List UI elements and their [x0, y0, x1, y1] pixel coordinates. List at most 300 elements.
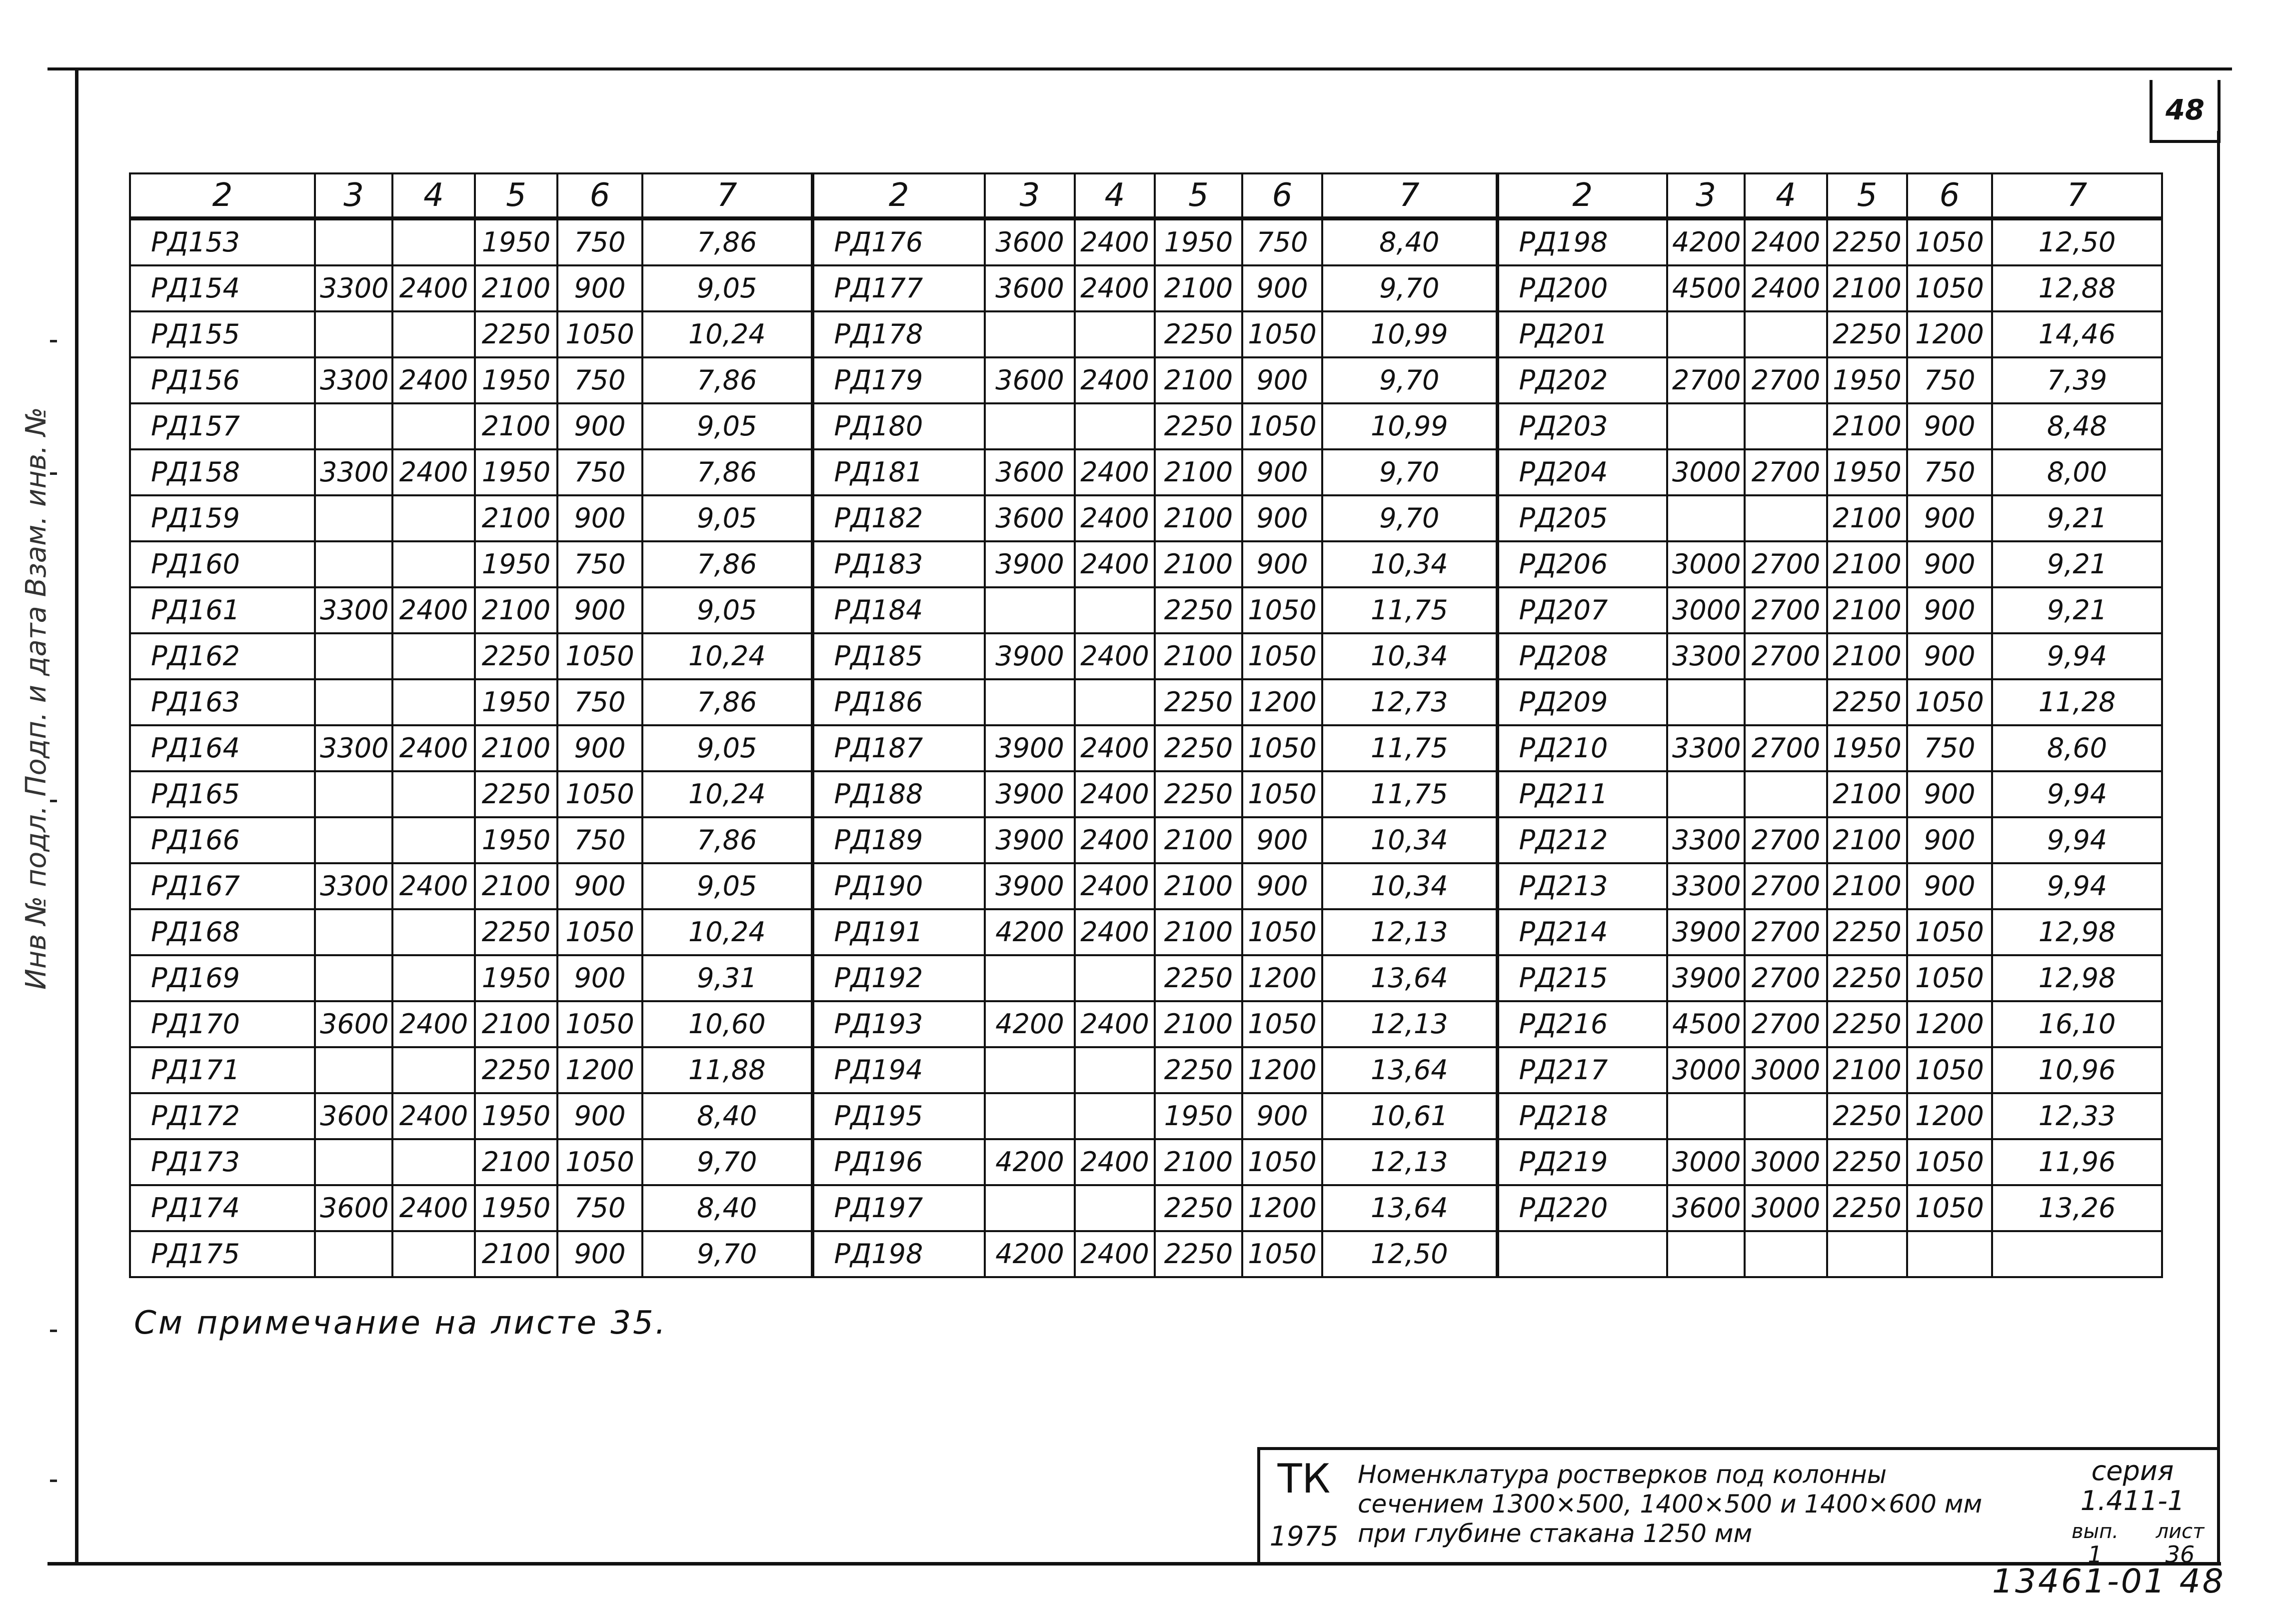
value-cell: 900	[1242, 449, 1322, 495]
table-row	[130, 265, 2162, 311]
value-cell: 2100	[1155, 863, 1242, 909]
item-name-cell: РД207	[1497, 587, 1667, 633]
value-cell: 4500	[1667, 265, 1745, 311]
value-cell: 2100	[1827, 817, 1907, 863]
value-cell: 2400	[1075, 449, 1155, 495]
value-cell: 13,64	[1322, 1047, 1497, 1093]
item-name-cell: РД157	[130, 403, 315, 449]
value-cell: 12,73	[1322, 679, 1497, 725]
value-cell	[985, 587, 1075, 633]
value-cell: 750	[1242, 218, 1322, 265]
item-name-cell: РД173	[130, 1139, 315, 1185]
item-name-cell: РД217	[1497, 1047, 1667, 1093]
item-name-cell: РД192	[812, 955, 985, 1001]
value-cell: 9,21	[1992, 541, 2162, 587]
table-row	[130, 909, 2162, 955]
item-name-cell: РД162	[130, 633, 315, 679]
table-row	[130, 771, 2162, 817]
value-cell: 3300	[315, 587, 392, 633]
value-cell: 2250	[1827, 1093, 1907, 1139]
value-cell	[392, 1047, 475, 1093]
value-cell: 3600	[985, 218, 1075, 265]
value-cell: 1950	[475, 679, 557, 725]
value-cell	[315, 771, 392, 817]
value-cell: 750	[1907, 725, 1992, 771]
value-cell: 3900	[985, 863, 1075, 909]
item-name-cell: РД181	[812, 449, 985, 495]
value-cell: 9,21	[1992, 587, 2162, 633]
item-name-cell: РД213	[1497, 863, 1667, 909]
value-cell: 2250	[1827, 1139, 1907, 1185]
value-cell: 2700	[1745, 633, 1827, 679]
item-name-cell: РД158	[130, 449, 315, 495]
value-cell: 2700	[1745, 587, 1827, 633]
value-cell: 2100	[1155, 357, 1242, 403]
value-cell: 900	[557, 955, 642, 1001]
value-cell: 1050	[1242, 1001, 1322, 1047]
value-cell: 2100	[1827, 633, 1907, 679]
value-cell: 2250	[1827, 311, 1907, 357]
value-cell: 3600	[985, 449, 1075, 495]
value-cell: 9,70	[1322, 265, 1497, 311]
item-name-cell: РД193	[812, 1001, 985, 1047]
value-cell: 2250	[475, 633, 557, 679]
column-header: 2	[1497, 173, 1667, 218]
value-cell: 9,05	[642, 495, 812, 541]
value-cell: 10,24	[642, 909, 812, 955]
value-cell: 1050	[1907, 265, 1992, 311]
value-cell: 1050	[1907, 955, 1992, 1001]
value-cell: 900	[557, 495, 642, 541]
value-cell: 2100	[1827, 495, 1907, 541]
value-cell: 3300	[1667, 633, 1745, 679]
value-cell: 10,99	[1322, 403, 1497, 449]
value-cell: 2400	[1075, 725, 1155, 771]
value-cell: 1050	[1242, 1231, 1322, 1277]
value-cell: 1950	[1155, 1093, 1242, 1139]
table-row	[130, 311, 2162, 357]
table-row	[130, 449, 2162, 495]
value-cell	[392, 955, 475, 1001]
value-cell: 900	[1242, 265, 1322, 311]
value-cell: 750	[557, 679, 642, 725]
value-cell: 2400	[1075, 265, 1155, 311]
item-name-cell: РД198	[812, 1231, 985, 1277]
document-number: 13461-01 48	[1992, 1562, 2226, 1601]
value-cell: 4200	[985, 909, 1075, 955]
item-name-cell: РД208	[1497, 633, 1667, 679]
value-cell: 1050	[557, 909, 642, 955]
value-cell: 900	[557, 403, 642, 449]
column-header: 7	[642, 173, 812, 218]
value-cell: 9,05	[642, 265, 812, 311]
item-name-cell: РД198	[1497, 218, 1667, 265]
value-cell: 9,05	[642, 403, 812, 449]
table-header-row	[130, 173, 2162, 218]
item-name-cell: РД165	[130, 771, 315, 817]
item-name-cell: РД155	[130, 311, 315, 357]
value-cell	[1667, 1093, 1745, 1139]
value-cell: 3300	[1667, 725, 1745, 771]
frame-right-line	[2217, 131, 2220, 1563]
value-cell: 900	[557, 1093, 642, 1139]
value-cell: 2250	[475, 771, 557, 817]
value-cell	[1075, 1047, 1155, 1093]
column-header: 3	[315, 173, 392, 218]
value-cell: 2100	[1827, 771, 1907, 817]
value-cell: 2100	[1155, 1139, 1242, 1185]
value-cell: 2700	[1745, 449, 1827, 495]
value-cell	[1745, 403, 1827, 449]
value-cell: 3900	[1667, 909, 1745, 955]
value-cell: 11,75	[1322, 725, 1497, 771]
value-cell: 1050	[1242, 633, 1322, 679]
item-name-cell: РД212	[1497, 817, 1667, 863]
value-cell: 900	[1907, 495, 1992, 541]
value-cell: 3300	[315, 265, 392, 311]
value-cell: 1950	[1155, 218, 1242, 265]
value-cell: 3600	[1667, 1185, 1745, 1231]
item-name-cell: РД206	[1497, 541, 1667, 587]
value-cell: 2250	[1827, 1185, 1907, 1231]
value-cell	[1745, 311, 1827, 357]
stamp-title-line: Номенклатура ростверков под колонны	[1358, 1460, 1887, 1489]
value-cell: 1050	[1907, 1185, 1992, 1231]
value-cell: 900	[1907, 863, 1992, 909]
value-cell: 3900	[985, 541, 1075, 587]
value-cell	[1827, 1231, 1907, 1277]
value-cell	[392, 633, 475, 679]
margin-text: Инв № подл. Подп. и дата Взам. инв. №	[20, 407, 52, 990]
value-cell: 13,64	[1322, 1185, 1497, 1231]
value-cell	[315, 218, 392, 265]
value-cell: 11,28	[1992, 679, 2162, 725]
stamp-seria-label: серия	[2091, 1455, 2174, 1487]
value-cell	[1667, 679, 1745, 725]
value-cell: 3600	[315, 1001, 392, 1047]
value-cell: 2250	[475, 311, 557, 357]
item-name-cell: РД163	[130, 679, 315, 725]
item-name-cell: РД171	[130, 1047, 315, 1093]
value-cell: 1200	[1907, 1093, 1992, 1139]
table-row	[130, 403, 2162, 449]
value-cell: 3000	[1667, 449, 1745, 495]
item-name-cell	[1497, 1231, 1667, 1277]
value-cell	[392, 1231, 475, 1277]
value-cell: 1050	[1907, 218, 1992, 265]
value-cell: 900	[1242, 541, 1322, 587]
value-cell: 2100	[1827, 265, 1907, 311]
item-name-cell: РД189	[812, 817, 985, 863]
value-cell: 7,86	[642, 679, 812, 725]
item-name-cell: РД183	[812, 541, 985, 587]
table-row	[130, 357, 2162, 403]
value-cell: 2400	[1075, 357, 1155, 403]
table-row	[130, 1047, 2162, 1093]
value-cell: 2100	[1827, 587, 1907, 633]
table-row	[130, 817, 2162, 863]
value-cell: 2100	[1155, 817, 1242, 863]
value-cell	[1075, 1185, 1155, 1231]
value-cell: 2100	[475, 1139, 557, 1185]
value-cell: 1950	[475, 817, 557, 863]
value-cell: 1200	[1242, 679, 1322, 725]
value-cell: 1950	[475, 955, 557, 1001]
table-row	[130, 679, 2162, 725]
value-cell: 2400	[1075, 541, 1155, 587]
value-cell: 1950	[1827, 725, 1907, 771]
value-cell	[1667, 403, 1745, 449]
value-cell: 2100	[475, 587, 557, 633]
value-cell: 2250	[1827, 1001, 1907, 1047]
value-cell: 1950	[475, 1093, 557, 1139]
value-cell	[315, 403, 392, 449]
value-cell: 1050	[1242, 587, 1322, 633]
value-cell	[315, 495, 392, 541]
value-cell: 13,64	[1322, 955, 1497, 1001]
table-row	[130, 863, 2162, 909]
value-cell	[1667, 771, 1745, 817]
value-cell: 3900	[985, 633, 1075, 679]
table-row	[130, 541, 2162, 587]
item-name-cell: РД153	[130, 218, 315, 265]
value-cell	[985, 1185, 1075, 1231]
item-name-cell: РД180	[812, 403, 985, 449]
value-cell: 2250	[475, 909, 557, 955]
value-cell: 900	[1242, 495, 1322, 541]
value-cell: 2100	[1155, 495, 1242, 541]
item-name-cell: РД168	[130, 909, 315, 955]
stamp-list: 36	[2165, 1541, 2195, 1568]
value-cell	[392, 679, 475, 725]
value-cell: 2100	[1827, 403, 1907, 449]
value-cell: 9,94	[1992, 633, 2162, 679]
value-cell: 10,99	[1322, 311, 1497, 357]
value-cell	[1075, 679, 1155, 725]
value-cell: 2100	[1827, 1047, 1907, 1093]
table-row	[130, 1185, 2162, 1231]
value-cell: 11,96	[1992, 1139, 2162, 1185]
column-header: 7	[1322, 173, 1497, 218]
value-cell: 1050	[1242, 771, 1322, 817]
table-row	[130, 1093, 2162, 1139]
value-cell: 2400	[1075, 495, 1155, 541]
value-cell: 12,50	[1992, 218, 2162, 265]
item-name-cell: РД190	[812, 863, 985, 909]
value-cell: 3600	[985, 265, 1075, 311]
table-row	[130, 495, 2162, 541]
value-cell: 2250	[1155, 725, 1242, 771]
value-cell	[985, 955, 1075, 1001]
column-header: 4	[392, 173, 475, 218]
item-name-cell: РД170	[130, 1001, 315, 1047]
item-name-cell: РД194	[812, 1047, 985, 1093]
value-cell: 1950	[475, 357, 557, 403]
value-cell: 2700	[1745, 1001, 1827, 1047]
table-row	[130, 1139, 2162, 1185]
item-name-cell: РД201	[1497, 311, 1667, 357]
column-header: 6	[557, 173, 642, 218]
value-cell: 3900	[1667, 955, 1745, 1001]
value-cell: 2250	[1155, 311, 1242, 357]
value-cell: 11,75	[1322, 771, 1497, 817]
item-name-cell: РД184	[812, 587, 985, 633]
value-cell	[1075, 1093, 1155, 1139]
item-name-cell: РД176	[812, 218, 985, 265]
value-cell: 10,96	[1992, 1047, 2162, 1093]
value-cell: 2400	[1075, 1231, 1155, 1277]
value-cell: 2100	[475, 1231, 557, 1277]
stamp-year: 1975	[1269, 1521, 1339, 1552]
value-cell: 8,60	[1992, 725, 2162, 771]
value-cell: 2700	[1745, 357, 1827, 403]
value-cell: 1050	[1242, 1139, 1322, 1185]
value-cell	[315, 817, 392, 863]
value-cell	[392, 909, 475, 955]
value-cell: 3000	[1745, 1139, 1827, 1185]
value-cell: 2700	[1667, 357, 1745, 403]
value-cell: 12,98	[1992, 955, 2162, 1001]
value-cell: 1950	[475, 449, 557, 495]
item-name-cell: РД215	[1497, 955, 1667, 1001]
value-cell: 12,13	[1322, 909, 1497, 955]
value-cell: 10,34	[1322, 541, 1497, 587]
value-cell: 2400	[1075, 1139, 1155, 1185]
table-row	[130, 1231, 2162, 1277]
value-cell: 2100	[1155, 633, 1242, 679]
value-cell: 3900	[985, 725, 1075, 771]
stamp-org: ТК	[1277, 1456, 1331, 1502]
value-cell: 2250	[1155, 771, 1242, 817]
value-cell: 2400	[1745, 218, 1827, 265]
column-header: 4	[1745, 173, 1827, 218]
value-cell: 2100	[1155, 909, 1242, 955]
value-cell: 1950	[1827, 357, 1907, 403]
table-row	[130, 587, 2162, 633]
column-header: 3	[1667, 173, 1745, 218]
value-cell: 2400	[1075, 817, 1155, 863]
item-name-cell: РД211	[1497, 771, 1667, 817]
value-cell: 900	[557, 863, 642, 909]
value-cell: 8,40	[642, 1185, 812, 1231]
value-cell: 2250	[475, 1047, 557, 1093]
value-cell: 16,10	[1992, 1001, 2162, 1047]
value-cell: 2250	[1155, 1185, 1242, 1231]
value-cell: 2400	[392, 1093, 475, 1139]
value-cell: 750	[557, 817, 642, 863]
item-name-cell: РД185	[812, 633, 985, 679]
value-cell: 900	[557, 725, 642, 771]
value-cell: 900	[557, 587, 642, 633]
column-header: 4	[1075, 173, 1155, 218]
item-name-cell: РД179	[812, 357, 985, 403]
value-cell: 2400	[392, 1001, 475, 1047]
item-name-cell: РД216	[1497, 1001, 1667, 1047]
item-name-cell: РД156	[130, 357, 315, 403]
item-name-cell: РД203	[1497, 403, 1667, 449]
item-name-cell: РД218	[1497, 1093, 1667, 1139]
value-cell: 1050	[1242, 311, 1322, 357]
value-cell: 2400	[392, 357, 475, 403]
value-cell: 3000	[1745, 1185, 1827, 1231]
value-cell: 12,13	[1322, 1001, 1497, 1047]
value-cell	[1745, 679, 1827, 725]
value-cell: 8,00	[1992, 449, 2162, 495]
value-cell: 10,34	[1322, 817, 1497, 863]
value-cell	[392, 771, 475, 817]
item-name-cell: РД195	[812, 1093, 985, 1139]
value-cell	[315, 633, 392, 679]
value-cell: 2100	[475, 1001, 557, 1047]
value-cell: 2400	[392, 265, 475, 311]
value-cell: 2250	[1155, 955, 1242, 1001]
value-cell: 2100	[1827, 863, 1907, 909]
value-cell	[1745, 1231, 1827, 1277]
item-name-cell: РД186	[812, 679, 985, 725]
value-cell: 2400	[392, 449, 475, 495]
value-cell: 3600	[315, 1093, 392, 1139]
value-cell: 7,86	[642, 817, 812, 863]
value-cell	[1667, 311, 1745, 357]
value-cell: 7,86	[642, 218, 812, 265]
value-cell: 9,31	[642, 955, 812, 1001]
value-cell: 2250	[1827, 909, 1907, 955]
value-cell: 1050	[1907, 1047, 1992, 1093]
value-cell: 9,70	[642, 1139, 812, 1185]
value-cell: 2700	[1745, 863, 1827, 909]
item-name-cell: РД196	[812, 1139, 985, 1185]
value-cell: 900	[1907, 541, 1992, 587]
value-cell: 2400	[392, 725, 475, 771]
table-row	[130, 633, 2162, 679]
value-cell: 2400	[1075, 771, 1155, 817]
value-cell: 4200	[985, 1231, 1075, 1277]
value-cell: 3300	[1667, 863, 1745, 909]
value-cell	[985, 679, 1075, 725]
value-cell: 1950	[475, 541, 557, 587]
value-cell: 3300	[1667, 817, 1745, 863]
value-cell: 1050	[1242, 909, 1322, 955]
value-cell: 13,26	[1992, 1185, 2162, 1231]
value-cell: 2100	[1155, 449, 1242, 495]
value-cell: 2100	[475, 265, 557, 311]
value-cell: 2250	[1155, 587, 1242, 633]
value-cell: 2100	[475, 863, 557, 909]
title-block	[1257, 1447, 2220, 1568]
stamp-title	[1358, 1460, 2048, 1549]
item-name-cell: РД182	[812, 495, 985, 541]
value-cell	[1992, 1231, 2162, 1277]
value-cell: 1200	[1907, 1001, 1992, 1047]
column-header: 5	[475, 173, 557, 218]
value-cell: 3300	[315, 863, 392, 909]
value-cell: 1200	[557, 1047, 642, 1093]
value-cell: 3600	[985, 357, 1075, 403]
value-cell: 750	[557, 357, 642, 403]
value-cell: 3600	[315, 1185, 392, 1231]
value-cell: 3300	[315, 357, 392, 403]
item-name-cell: РД169	[130, 955, 315, 1001]
page-number-box: 48	[2150, 80, 2221, 143]
table-row	[130, 1001, 2162, 1047]
value-cell: 1050	[557, 311, 642, 357]
value-cell: 1950	[475, 1185, 557, 1231]
stamp-title-line: при глубине стакана 1250 мм	[1358, 1519, 1753, 1548]
value-cell	[392, 403, 475, 449]
value-cell: 14,46	[1992, 311, 2162, 357]
item-name-cell: РД174	[130, 1185, 315, 1231]
value-cell: 2700	[1745, 541, 1827, 587]
